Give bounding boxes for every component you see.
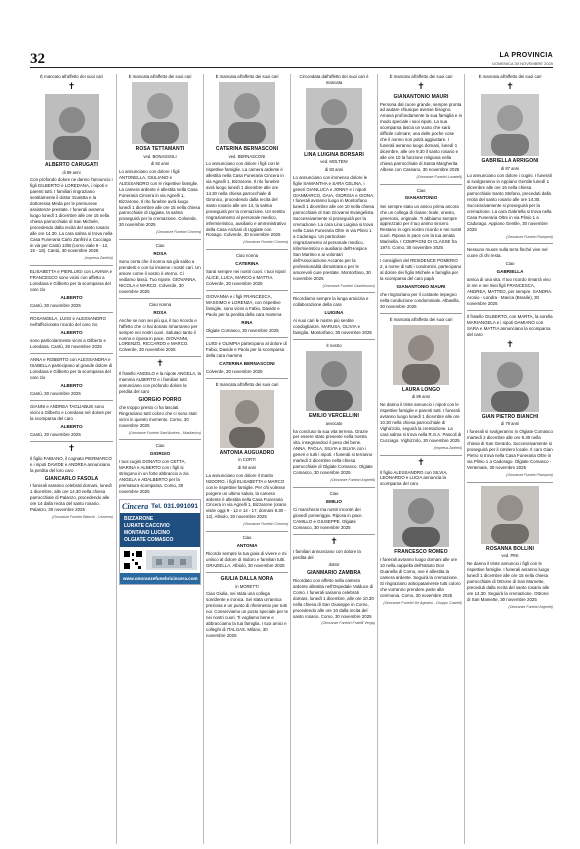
- deceased-name: ALBERTO: [60, 295, 83, 300]
- deceased-married-name: ved. BERNASCONI: [228, 153, 266, 159]
- notice-text: Cantù, 30 novembre 2025: [30, 431, 81, 437]
- notice-intro: Il nostro: [326, 343, 342, 349]
- ad-location: BIZZARONE: [124, 516, 154, 523]
- notice-text: I familiari annunciano con dolore la perdita del: [293, 548, 361, 560]
- notice-text: Lo annunciano con immenso dolore le figlie SAMANTHA e SARA CELINA, i generi GIANLUCA e JONNY e i nipoti GIANMARCO, GAIA, GIORGIA e GIONA. I funerali avranno luogo in Montorfano lunedì 1 dicembre alle ore 10 nella chiesa parrocchiale di San Giovanni Evangelista. Successivamente si proseguirà per la cremazione. La cara Lina Luigina si trova nella Casa Funeraria Oltre in via Plinio 1 a Cadorago. Un particolare ringraziamento al personale medico, infermieristico e ausiliario dell'Hospice San Martino e ai volontari dell'Associazione Accanto per la professionalità dimostrata e per le amorevoli cure prestate. Montorfano, 30 novembre 2025: [293, 174, 375, 281]
- deceased-age: di 79 anni: [500, 421, 520, 427]
- notice-text: Colverde, 30 novembre 2025: [206, 368, 263, 374]
- notice-divider: [30, 312, 113, 313]
- deceased-name: ALBERTO: [60, 423, 83, 429]
- portrait-photo: [481, 352, 539, 412]
- funeral-home: (Onoranze Funebri Arghetti): [508, 604, 553, 609]
- funeral-home: (Impresa Zanfrini): [84, 256, 113, 261]
- notice-divider: [293, 534, 375, 535]
- notice-text: ANNA e ROBERTO con ALESSANDRA e ISABELLA partecipano al grande dolore di Loredana e Gilberto per la scomparsa del caro zio: [30, 357, 113, 380]
- deceased-name: ROSA: [153, 309, 167, 315]
- notice-text: ROSANGELA, LUIGI e ALESSANDRO nell'affezionato ricordo del caro zio: [30, 316, 106, 328]
- deceased-name: GIANANTONIO: [404, 195, 438, 201]
- notice-text: ha concluso la sua vita terrena. Grazie per essere stato presente nella nostra vita, insegnandoci il peso del bene. ANNA, PAOLA, SILVIA e SILVIA con i generi e tutti i nipoti. I funerali si terranno martedì 2 dicembre nella chiesa parrocchiale di Olgiate Comasco. Olgiate Comasco, 30 novembre 2025: [293, 428, 373, 476]
- funeral-home: (Onoranze Funebri Locatelli): [416, 174, 462, 179]
- page-dateline: DOMENICA 30 NOVEMBRE 2025: [492, 61, 553, 66]
- notice-text: Ricordo sempre la tua gioia di vivere e mi unisco al dolore di Isidoro e familiari tutti. GRAZIELLA. Albiolo, 30 novembre 2025: [206, 551, 287, 568]
- deceased-name: GIANMARIO ZAMBRA: [307, 570, 361, 577]
- notice-intro: Ciao nonna: [236, 253, 258, 259]
- notice-divider: [467, 482, 553, 483]
- notice-text: La annunciano con dolore il marito ISIDORO, i figli ELISABETTA e MARCO con le rispettive famiglie. Per chi volesse porgere un ultimo saluto, la camera ardente è allestita nella Casa Funeraria Cincera in via Agnelli 1, Bizzarone (orario visite oggi 9 - 12 e 14 - 17, domani 8.30 - 12). Albiolo, 30 novembre 2025: [206, 472, 287, 520]
- notice-intro: Ciao: [155, 243, 165, 249]
- notice-divider: [206, 378, 288, 379]
- notice-intro: È mancata all'affetto dei suoi cari: [215, 74, 279, 79]
- ad-website[interactable]: www.onoranzefunebricincera.com: [120, 573, 200, 584]
- ad-qr-row: [120, 547, 200, 573]
- notice-divider: [467, 243, 553, 244]
- notice-divider: [30, 400, 113, 401]
- deceased-married-name: ved. MOLTENI: [320, 159, 348, 165]
- deceased-name: ALBERTO CARUGATI: [44, 161, 99, 168]
- newspaper-brand: LA PROVINCIA: [499, 52, 553, 59]
- deceased-title: avvocato: [325, 420, 343, 426]
- deceased-married-name: in MORETTI: [235, 583, 259, 589]
- cross-icon: ✝: [506, 81, 514, 92]
- notice-text: GIANNI e ANDREA TAGLIABUE sono vicini a Gilberto e Loredana nel dolore per la scomparsa del caro: [30, 403, 112, 421]
- deceased-name: CATERINA BERNASCONI: [215, 145, 279, 152]
- funeral-home: (Impresa Zanfrini): [433, 445, 462, 450]
- portrait-photo: [45, 94, 99, 160]
- notice-text: Lo annunciano con dolore i figli ANTONELLA, GIULIANO e ALESSANDRO con le rispettive famiglie. La camera ardente è allestita nella Casa Funeraria Cincera in via Agnelli 1, Bizzarone. Il rito funebre avrà luogo lunedì 1 dicembre alle ore 15 nella chiesa parrocchiale di Uggiate, la salma proseguirà per la cremazione. Colverde, 30 novembre 2025: [119, 168, 201, 228]
- deceased-name: ROSA TETTAMANTI: [135, 145, 185, 152]
- notice-text: GIOVANNA e i figli FRANCESCA, MASSIMO e LORENZA, con rispettive famiglie, sono vicini a Fabio, Davide e Paolo per la perdita della cara mamma: [206, 294, 282, 317]
- ad-logo: Cincera: [122, 502, 149, 512]
- portrait-photo: [393, 489, 449, 547]
- ad-location: MONTANO LUCINO: [124, 530, 171, 537]
- deceased-name: RINA: [241, 319, 253, 325]
- deceased-name: ANTONIA AUGUADRO: [219, 449, 275, 456]
- notice-text: Persona dal cuore grande, sempre pronta ad aiutare chiunque avesse bisogno. Amava profondamente la sua famiglia e in modo speciale i suoi nipoti. La sua scomparsa lascia un vuoto che sarà difficile colmare; una delle poche cose che il nonno non potrà aggiustare. I funerali avranno luogo domani, lunedì 1 dicembre, alle ore 9.30 il santo rosario e alle ore 10 la funzione religiosa nella chiesa parrocchiale di Santa Margherita. Albese con Cassano, 30 novembre 2025: [380, 101, 462, 172]
- column-divider: [464, 74, 465, 844]
- notice-divider: [206, 337, 288, 338]
- notice-divider: [206, 531, 288, 532]
- deceased-married-name: in CORTI: [238, 457, 256, 463]
- column-divider: [116, 74, 117, 844]
- notice-intro: È mancata all'affetto dei suoi cari: [389, 316, 453, 322]
- deceased-name: EMILIO: [326, 498, 342, 504]
- deceased-name: GIANANTONIO MAURI: [393, 93, 449, 100]
- notice-intro: È mancata all'affetto dei suoi cari: [128, 74, 192, 79]
- funeral-home: (Onoranze Funebri Arghetti): [330, 478, 375, 482]
- deceased-married-name: ved. PINI: [501, 553, 519, 559]
- notice-text: sono particolarmente vicini a Gilberto e Loredana. Cantù, 30 novembre 2025: [30, 338, 106, 350]
- notice-text: I funerali si svolgeranno in Olgiate Comasco martedì 2 dicembre alle ore 9.30 nella chiesa di San Gerardo. Successivamente si proseguirà per il cimitero locale. Il caro Gian Pietro si trova nella Casa Funeraria Oltre in via Plinio 1 a Cadorago. Olgiate Comasco - Vertemate, 30 novembre 2025: [467, 429, 553, 470]
- funeral-home: (Onoranze Funebri Fratelli Verga): [321, 621, 375, 626]
- ad-locations: [120, 513, 200, 547]
- notice-text: Nessuno muore sulla terra finché vive nel cuore di chi resta.: [467, 247, 548, 259]
- notice-divider: [119, 439, 201, 440]
- notice-text: Ne danno il triste annuncio i nipoti con le rispettive famiglie e parenti tutti. I funerali avranno luogo lunedì 1 dicembre alle ore 10.30 nella chiesa parrocchiale di Vighizzolo, seguirà la cremazione. La cara salma si trova nella R.S.A. Pascoli di Cucciago. Vighizzolo, 30 novembre 2025: [380, 402, 462, 443]
- funeral-home: (Onoranze Funebri Ramponi): [506, 472, 553, 477]
- notice-text: Lo annunciano con dolore i cugini. I funerali si svolgeranno in Appiano Gentile lunedì 1 dicembre alle ore 15 nella chiesa parrocchiale Santo Stefano, preceduti dalla recita del santo rosario alle ore 14.30. Successivamente si proseguirà per la cremazione. La cara Gabriella si trova nella Casa Funeraria Oltre in via Plinio 1 a Cadorago. Appiano Gentile, 30 novembre 2025: [467, 173, 552, 232]
- building-photo: [146, 550, 197, 570]
- notice-text: Ne danno il triste annuncio i figli con le rispettive famiglie. I funerali avranno luogo lunedì 1 dicembre alle ore 15 nella chiesa parrocchiale di Ottrone di San Mamette, preceduti dalla recita del santo rosario alle ore 14.30. Seguirà la cremazione. Ottrone di San Mamette, 30 novembre 2025: [467, 560, 550, 602]
- deceased-married-name: ved. BONASSOLI: [143, 153, 177, 159]
- notice-intro: Ciao: [505, 261, 515, 267]
- notice-text: Ciao Giulia, sei stata una collega sorridente e ironica. Sei stata un'amica preziosa e un punto di riferimento per tutti noi. Conserviamo un posto speciale per te nei nostri cuori. Ti vogliamo bene e abbracciamo la tua famiglia. I tuoi amici e colleghi di ITALGAS. Milano, 30 novembre 2025: [206, 591, 288, 638]
- notice-text: che ringraziano per il costante impegno nella conduzione condominiale. Albavilla, 30 novembre 2025: [380, 292, 460, 309]
- notice-text: Ai suoi cari le nostre più sentite condoglianze. MARUSA, OLIVIA e famiglia. Montorfano, 30 novembre 2025: [293, 318, 372, 336]
- notice-text: I consiglieri del RESIDENCE POMERIO 2, a nome di tutti i condomini, partecipano al dolore dei figlio Michele e famiglia per la scomparsa del caro papà: [380, 258, 462, 281]
- notice-text: ELISABETTA e PIERLUIGI con LAVINIA e FRANCESCO sono vicini con affetto a Loredana e Gilberto per la scomparsa del caro zio: [30, 269, 113, 293]
- cross-icon: ✝: [156, 359, 164, 370]
- notice-text: Cantù, 30 novembre 2025: [30, 303, 81, 309]
- obituary-column-1: [30, 74, 113, 844]
- notice-divider: [206, 249, 288, 250]
- notice-divider: [30, 441, 113, 442]
- deceased-name: ALBERTO: [60, 382, 83, 388]
- notice-intro: Circondata dall'affetto dei suoi cari è mancata: [299, 74, 369, 85]
- notice-text: Sono certa che il nonno sia già salito a prenderti e con lui insieme i nostri cari. Un amore come il vostro è eterno. Ci vediamo lassù. Tuo nipote. GIOVANNA, NICOLA e MARCO. Colverde, 30 novembre 2025: [119, 259, 201, 294]
- notice-divider: [30, 353, 113, 354]
- notice-divider: [467, 310, 553, 311]
- funeral-home: (Onoranze Funebri Ramponi): [506, 234, 553, 239]
- cross-icon: ✝: [67, 443, 76, 454]
- portrait-photo: [481, 94, 539, 156]
- portrait-photo: [306, 351, 362, 411]
- notice-divider: [380, 184, 462, 185]
- cross-icon: ✝: [417, 457, 425, 468]
- obituary-column-3: [206, 74, 288, 844]
- notice-intro: È mancata all'affetto dei suoi cari: [478, 74, 542, 79]
- obituary-column-4: [293, 74, 375, 844]
- notice-text: Ricordato con affetto nella camera ardente allestita nell'Ospedale Valduce di Como. I funerali saranno celebrati domani, lunedì 1 dicembre, alle ore 10.30 nella chiesa di San Giuseppe in Como, procedendo alle ore 10 dalla recita del santo rosario. Como, 30 novembre 2025: [293, 577, 374, 619]
- notice-divider: [206, 572, 288, 573]
- notice-text: Sei sempre stato un amico prima ancora che un collega di classe; leale, onesto, generoso, originale. Ti abbiamo sempre apprezzato per il tuo animo sincero. Restano in ogni nostro ricordo e nei nostri cuori. Riposa in pace con la tua amata Marinella. I COMPAGNI DI CLASSE fra 1974. Como, 30 novembre 2025: [380, 203, 462, 251]
- notice-intro: Ciao nonna: [149, 301, 171, 307]
- funeral-home: (Onoranze Funebri Cincera): [156, 230, 201, 235]
- notice-text: Cantù, 30 novembre 2025: [30, 391, 81, 396]
- deceased-name: GABRIELLA: [496, 269, 524, 275]
- cross-icon: ✝: [330, 536, 338, 547]
- deceased-name: LINA LUIGINA BORSARI: [304, 151, 364, 158]
- notice-text: Il figlio ALESSANDRO con SILVIA, LEONARDO e LUCIA annuncia la scomparsa del caro: [380, 469, 448, 487]
- notice-text: Olgiate Comasco, 30 novembre 2025: [206, 327, 279, 333]
- deceased-name: ROSANNA BOLLINI: [486, 545, 534, 552]
- notice-divider: [206, 290, 288, 291]
- notice-divider: [119, 239, 201, 240]
- notice-divider: [380, 455, 462, 456]
- notice-intro: Ciao: [242, 535, 252, 541]
- portrait-photo: [132, 82, 188, 144]
- notice-text: LUIGI e OLIMPIA partecipano al dolore di Fabio, Davide e Paolo per la scomparsa della cara mamma: [206, 340, 287, 358]
- page-header: [0, 0, 580, 67]
- portrait-photo: [306, 88, 362, 150]
- deceased-name: GIAN PIETRO BIANCHI: [481, 413, 539, 420]
- deceased-age: di 89 anni: [411, 394, 431, 400]
- notice-divider: [119, 356, 201, 357]
- funeral-home: (Onoranze Funebri Cincera): [243, 240, 288, 245]
- notice-divider: [293, 292, 375, 293]
- funeral-home: (Onoranze Funebri De Agostini - Gruppo Castelli): [383, 600, 462, 605]
- header-rule: [30, 67, 553, 68]
- notice-divider: [30, 265, 113, 266]
- portrait-photo: [220, 390, 274, 448]
- deceased-name: GABRIELLA ARRIGONI: [481, 157, 539, 164]
- notice-text: Il fratello GILBERTO, con MARTA, la sorella MARIANGELA e i nipoti DAMIANO con SARA e MATTIA annunciano la scomparsa del caro: [467, 313, 553, 337]
- notice-divider: [119, 298, 201, 299]
- deceased-name: GIANCARLO FASOLA: [44, 475, 99, 482]
- notice-text: Sarai sempre nei nostri cuori. I tuoi nipoti ALICE, LUCA, MARCO e MATTIA. Colverde, 30 novembre 2025: [206, 269, 286, 287]
- deceased-age: di 87 anni: [500, 165, 520, 171]
- notice-text: I funerali avranno luogo domani alle ore 10 nella cappella dell'Istituto Don Guanella di Como, ove è allestita la camera ardente. Seguirà la cremazione. Si ringraziano anticipatamente tutti coloro che vorranno prendere parte alla cerimonia. Como, 30 novembre 2025: [380, 557, 461, 598]
- deceased-name: LAURA LONGO: [401, 386, 441, 393]
- notice-text: Lo annunciano con dolore i figli con le rispettive famiglie. La camera ardente è allestita nella Casa Funeraria Cincera in via Agnelli 1, Bizzarone. Il rito funebre avrà luogo lunedì 1 dicembre alle ore 14.30 nella chiesa parrocchiale di Gironico, procedendo dalla recita del santo rosario alle ore 14, la salma proseguirà per la cremazione. Un sentito ringraziamento al personale medico, infermieristico, ausiliario e amministrativo della Casa Anziani di Uggiate con Ronago. Colverde, 30 novembre 2025: [206, 161, 287, 238]
- deceased-name: CATERINA BERNASCONI: [219, 360, 275, 366]
- deceased-age: di 93 anni: [237, 465, 257, 471]
- notice-text: Con profondo dolore ne danno l'annuncio i figli GILBERTO e LOREDANA, i nipoti e parenti tutti. I familiari ringraziano sentitamente il dottor Scaletta e la dottoressa Meda per le premurose assistenze prestate. I funerali avranno luogo lunedì 1 dicembre alle ore 15 nella chiesa parrocchiale di San Michele, procedendo dalla recita del santo rosario alle ore 14.30. La cara salma si trova nella Casa Funeraria Carlo Zanfrini a Cucciago in via per Cantù 13/B (corso viale 9 - 12, 15 - 18). Cantù, 30 novembre 2025: [30, 177, 113, 254]
- notice-text: I tuoi cugini DONATO con CETTA, MARINA e ALBERTO con i figli si stringono in un forte abbraccio a zia ANGELA e ADALBERTO per la prematura scomparsa. Como, 30 novembre 2025: [119, 459, 189, 495]
- notice-text: Ricordiamo sempre la lunga amicizia e collaborazione della cara: [293, 296, 369, 308]
- notice-intro: È mancata all'affetto dei suoi cari: [215, 381, 279, 387]
- obituary-column-6: [467, 74, 553, 844]
- notice-text: Il fratello ANGELO e la nipote ANGELA, la mamma ALBERTO e i familiari tutti annunciano con profondo dolore la perdita del caro: [119, 371, 201, 395]
- obituary-column-5: [380, 74, 462, 844]
- notice-text: I funerali saranno celebrati domani, lunedì 1 dicembre, alle ore 14.30 nella chiesa parrocchiale di Palanzo, procedendo alle ore 14 dalla recita del santo rosario. Palanzo, 30 novembre 2025: [30, 483, 112, 513]
- notice-divider: [380, 254, 462, 255]
- deceased-name: FRANCESCO ROMEO: [394, 549, 448, 556]
- cross-icon: ✝: [506, 339, 514, 350]
- deceased-name: EMILIO VERCELLINI: [308, 413, 360, 420]
- notice-divider: [380, 313, 462, 314]
- deceased-name: GIULIA DALLA NORA: [220, 575, 274, 582]
- notice-divider: [293, 487, 375, 488]
- portrait-photo: [393, 325, 449, 385]
- notice-text: Ci mancherai ma nostri incontri dei giovedì pomeriggio. Riposa in pace. CAMILLO e GIUSEPPE. Olgiate Comasco, 30 novembre 2025: [293, 506, 363, 530]
- portrait-photo: [481, 486, 539, 544]
- deceased-name: ROSA: [153, 250, 167, 256]
- ad-location: LURATE CACCIVIO: [124, 523, 170, 530]
- deceased-name: ANTONIA: [236, 542, 258, 548]
- deceased-name: GIORGIO: [149, 451, 171, 457]
- deceased-name: ALBERTO: [60, 330, 83, 335]
- notice-divider: [293, 339, 375, 340]
- portrait-photo: [219, 82, 275, 144]
- funeral-home: (Onoranze Funebri Sant'Andrea - Maslianico): [128, 430, 201, 435]
- cross-icon: ✝: [417, 81, 425, 92]
- deceased-name: LUIGINA: [324, 310, 344, 316]
- deceased-title: dottor: [328, 562, 340, 568]
- notice-intro: Ciao: [155, 443, 165, 449]
- page-number: 32: [30, 51, 45, 67]
- notice-intro: È mancato all'affetto dei suoi cari: [389, 74, 453, 79]
- ad-phone: Tel. 031.991091: [151, 503, 198, 511]
- notice-intro: Ciao: [329, 490, 339, 496]
- column-divider: [377, 74, 378, 844]
- funeral-home: (Onoranze Funebri Cincera): [243, 522, 288, 527]
- column-divider: [290, 74, 291, 844]
- notice-text: Il figlio FABIANO, il cognato PIERMARCO e i nipoti DAVIDE e ANDREA annunciano la perdita del loro caro: [30, 455, 112, 473]
- column-divider: [203, 74, 204, 844]
- ad-location: OLGIATE COMASCO: [124, 537, 174, 544]
- funeral-home-advertisement[interactable]: [119, 499, 201, 585]
- deceased-name: CATERINA: [235, 261, 259, 267]
- funeral-home: (Onoranze Funebri Castelnuovo): [322, 283, 375, 288]
- deceased-age: di 89 anni: [62, 169, 81, 175]
- notice-text: Anche se non sei più qui, il tuo ricordo e l'affetto che ci hai donato rimarranno per sempre nei nostri cuori. Salutaci tanto il nonno e riposa in pace. GIOVANNI, LORENZO, RICCARDO e MARCO. Colverde, 30 novembre 2025: [119, 317, 198, 353]
- cross-icon: ✝: [67, 81, 76, 92]
- qr-code-icon[interactable]: [123, 550, 143, 570]
- funeral-home: (Onoranze Funebri Bianchi - Lezzeno): [52, 515, 113, 520]
- deceased-age: di 92 anni: [150, 161, 170, 167]
- ad-header: [120, 500, 200, 513]
- deceased-age: di 83 anni: [324, 167, 344, 173]
- notice-text: che troppo presto ci ha lasciati. Ringraziano tutti coloro che ci sono stati vicini in questo momento. Como, 30 novembre 2025: [119, 404, 197, 428]
- deceased-name: GIANANTONIO MAURI: [396, 283, 446, 289]
- notice-intro: Ciao: [416, 187, 426, 193]
- notice-intro: È mancato all'affetto dei suoi cari: [40, 74, 103, 79]
- obituary-column-2: [119, 74, 201, 844]
- notice-text: amica di una vita. Il tuo ricordo rimarrà vivo in me e nei miei figli FRANCESCA, ANDREA, MATTEO, per sempre. SANDRA. Arosio - Londra - Marica (Brasile), 30 novembre 2025: [467, 277, 553, 307]
- deceased-name: GIORGIO PORRO: [138, 397, 182, 404]
